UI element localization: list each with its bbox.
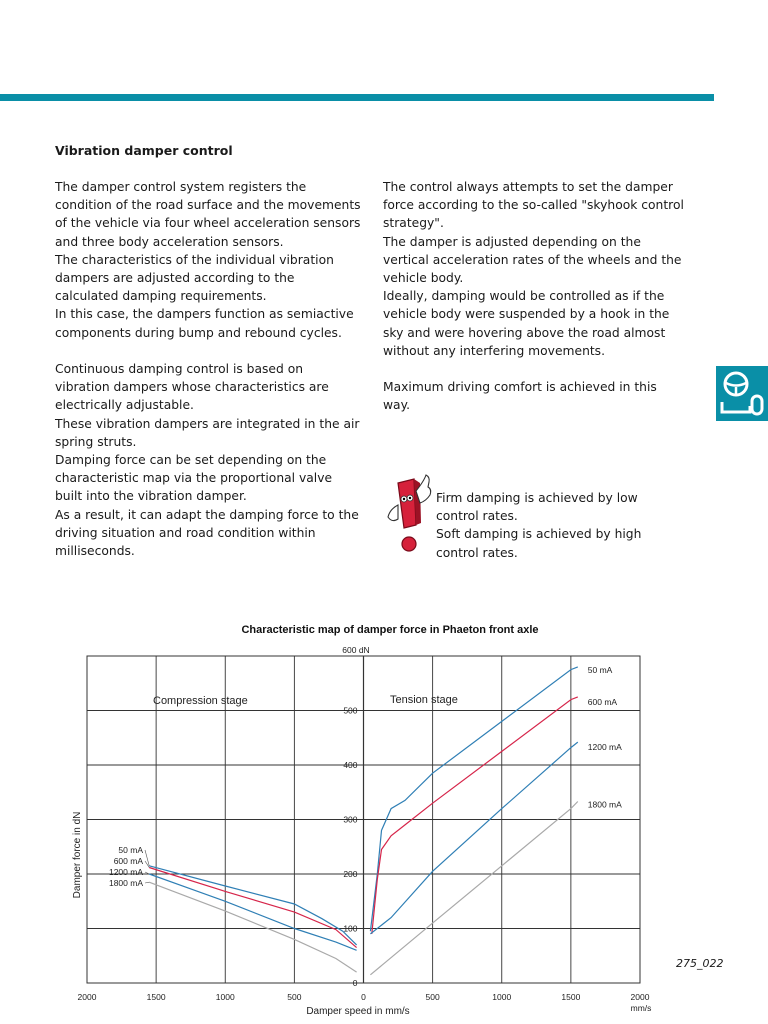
y-axis-top-label: 600 dN xyxy=(342,645,370,655)
text-column-left xyxy=(55,178,365,578)
series-line-compression xyxy=(149,874,356,950)
section-heading: Vibration damper control xyxy=(55,143,233,158)
x-axis-title: Damper speed in mm/s xyxy=(306,1006,410,1017)
paragraph: Maximum driving comfort is achieved in this way. xyxy=(383,380,657,413)
chart-title: Characteristic map of damper force in Phaeton front axle xyxy=(241,624,539,636)
series-line-tension xyxy=(370,742,577,934)
series-leader-line xyxy=(145,882,149,883)
y-axis-title: Damper force in dN xyxy=(72,811,83,899)
series-label-tension: 1200 mA xyxy=(587,742,622,753)
x-tick-label: 1000 xyxy=(215,992,235,1002)
series-label-tension: 1800 mA xyxy=(587,799,622,810)
chapter-tab xyxy=(716,366,768,421)
text-column-right xyxy=(383,178,693,433)
damper-force-chart xyxy=(0,610,768,1024)
x-tick-label: 1000 xyxy=(492,992,512,1002)
y-tick-label: 200 xyxy=(343,869,358,879)
series-line-compression xyxy=(149,868,356,948)
x-tick-label: 2000 xyxy=(77,992,97,1002)
paragraph: The damper control system registers the condition of the road surface and the movements of the vehicle via four wheel acceleration sensors and three body acceleration sensors. The characteristics of the individual vibration dampers are adjusted according to the calculated damping requirements. In this case, the dampers function as semiactive components during bump and rebound cycles. xyxy=(55,180,361,340)
series-label-compression: 1200 mA xyxy=(108,867,143,877)
attention-note-icon xyxy=(384,473,436,555)
series-label-compression: 1800 mA xyxy=(108,878,143,888)
attention-note-text: Firm damping is achieved by low control rates. Soft damping is achieved by high control rates. xyxy=(436,491,642,560)
y-tick-label: 400 xyxy=(343,760,358,770)
x-tick-label: 0 xyxy=(361,992,366,1002)
region-label-compression: Compression stage xyxy=(153,695,248,707)
y-tick-label: 0 xyxy=(352,978,358,988)
y-tick-label: 300 xyxy=(343,814,358,825)
series-label-compression: 600 mA xyxy=(113,856,143,866)
paragraph: The control always attempts to set the damper force according to the so-called "skyhook control strategy". The damper is adjusted depending on the vertical acceleration rates of the wheels and the vehicle body. Ideally, damping would be controlled as if the vehicle body were suspended by a hook in the sky and were hovering above the road almost without any interfering movements. xyxy=(383,180,684,358)
y-tick-label: 500 xyxy=(343,705,358,716)
x-axis-unit-label: mm/s xyxy=(630,1003,652,1013)
region-label-tension: Tension stage xyxy=(390,694,458,706)
series-line-tension xyxy=(372,697,578,934)
x-tick-label: 2000 xyxy=(630,992,650,1002)
series-label-compression: 50 mA xyxy=(118,845,143,855)
x-tick-label: 1500 xyxy=(146,992,166,1002)
series-line-compression xyxy=(149,882,356,972)
figure-id: 275_022 xyxy=(676,957,724,970)
series-line-tension xyxy=(370,667,577,931)
y-tick-label: 100 xyxy=(343,923,358,934)
car-suspension-icon xyxy=(716,366,768,421)
series-label-tension: 50 mA xyxy=(587,664,613,675)
x-tick-label: 1500 xyxy=(561,992,581,1002)
header-accent-bar xyxy=(0,94,714,101)
paragraph: Continuous damping control is based on vibration dampers whose characteristics are electrically adjustable. These vibration dampers are integrated in the air spring struts. Damping force can be set depending on the characteristic map via the proportional valve built into the vibration damper. As a result, it can adapt the damping force to the driving situation and road condition within milliseconds. xyxy=(55,362,360,559)
x-tick-label: 500 xyxy=(287,992,302,1002)
series-leader-line xyxy=(145,850,149,866)
series-label-tension: 600 mA xyxy=(587,696,618,707)
x-tick-label: 500 xyxy=(425,992,440,1002)
